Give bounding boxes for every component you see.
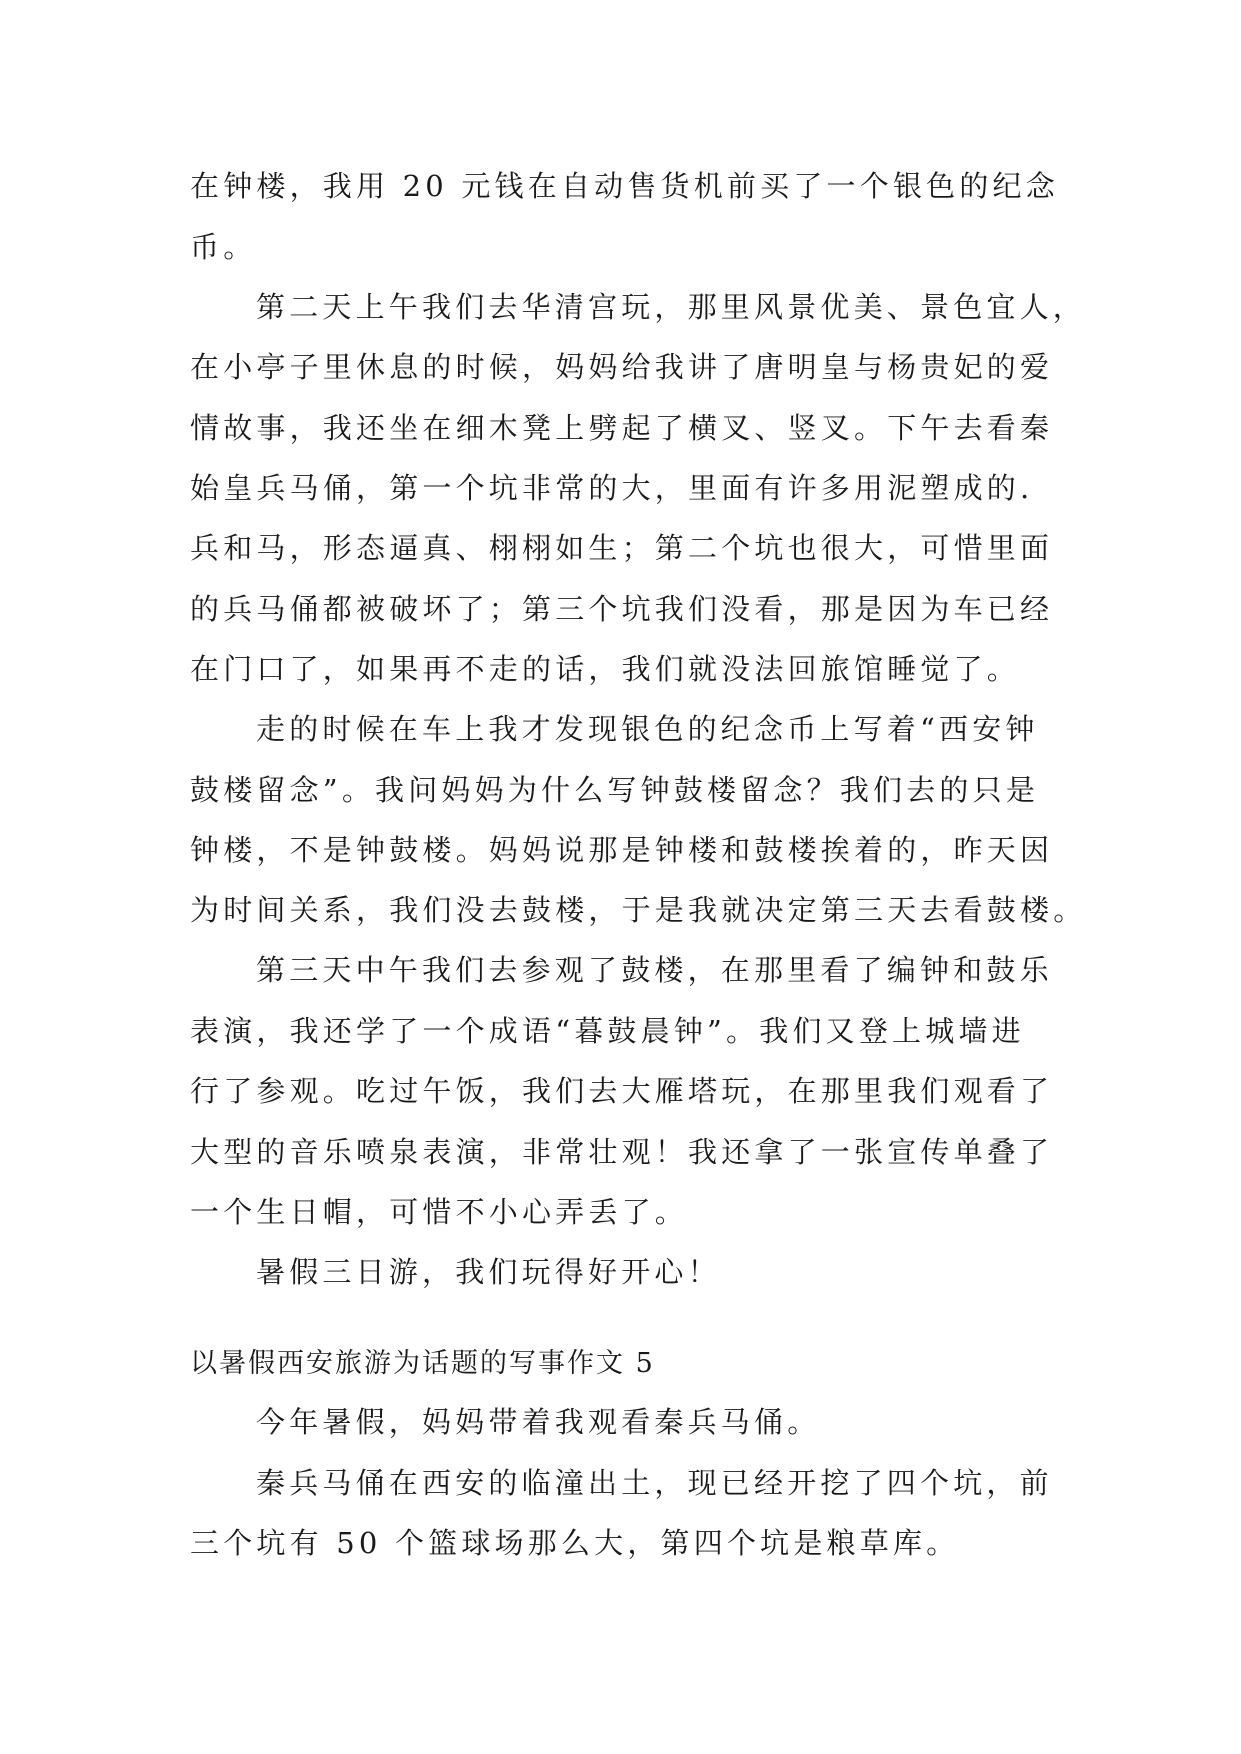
paragraph-line: 兵和马，形态逼真、栩栩如生；第二个坑也很大，可惜里面 — [190, 531, 1054, 565]
paragraph-line: 鼓楼留念”。我问妈妈为什么写钟鼓楼留念？我们去的只是 — [190, 773, 1040, 807]
paragraph-line: 币。 — [190, 230, 257, 264]
paragraph-line: 三个坑有 50 个篮球场那么大，第四个坑是粮草库。 — [190, 1526, 960, 1560]
paragraph-line: 大型的音乐喷泉表演，非常壮观！我还拿了一张宣传单叠了 — [190, 1135, 1054, 1169]
paragraph-line: 在门口了，如果再不走的话，我们就没法回旅馆睡觉了。 — [190, 652, 1021, 686]
paragraph-line: 暑假三日游，我们玩得好开心！ — [256, 1255, 721, 1289]
paragraph-line: 一个生日帽，可惜不小心弄丢了。 — [190, 1195, 689, 1229]
paragraph-line: 秦兵马俑在西安的临潼出土，现已经开挖了四个坑，前 — [256, 1466, 1053, 1500]
paragraph-line: 的兵马俑都被破坏了；第三个坑我们没看，那是因为车已经 — [190, 592, 1054, 626]
paragraph-line: 第三天中午我们去参观了鼓楼，在那里看了编钟和鼓乐 — [256, 953, 1053, 987]
paragraph-line: 钟楼，不是钟鼓楼。妈妈说那是钟楼和鼓楼挨着的，昨天因 — [190, 833, 1054, 867]
paragraph-line: 情故事，我还坐在细木凳上劈起了横叉、竖叉。下午去看秦 — [190, 411, 1054, 445]
section-heading: 以暑假西安旅游为话题的写事作文 5 — [190, 1348, 655, 1379]
paragraph-line: 为时间关系，我们没去鼓楼，于是我就决定第三天去看鼓楼。 — [190, 893, 1087, 927]
paragraph-line: 第二天上午我们去华清宫玩，那里风景优美、景色宜人， — [256, 290, 1087, 324]
paragraph-line: 今年暑假，妈妈带着我观看秦兵马俑。 — [256, 1405, 821, 1439]
paragraph-line: 在小亭子里休息的时候，妈妈给我讲了唐明皇与杨贵妃的爱 — [190, 350, 1054, 384]
paragraph-line: 走的时候在车上我才发现银色的纪念币上写着“西安钟 — [256, 712, 1039, 746]
paragraph-line: 行了参观。吃过午饭，我们去大雁塔玩，在那里我们观看了 — [190, 1074, 1054, 1108]
paragraph-line: 表演，我还学了一个成语“暮鼓晨钟”。我们又登上城墙进 — [190, 1014, 1025, 1048]
paragraph-line: 在钟楼，我用 20 元钱在自动售货机前买了一个银色的纪念 — [190, 169, 1059, 203]
paragraph-line: 始皇兵马俑，第一个坑非常的大，里面有许多用泥塑成的. — [190, 471, 1034, 505]
